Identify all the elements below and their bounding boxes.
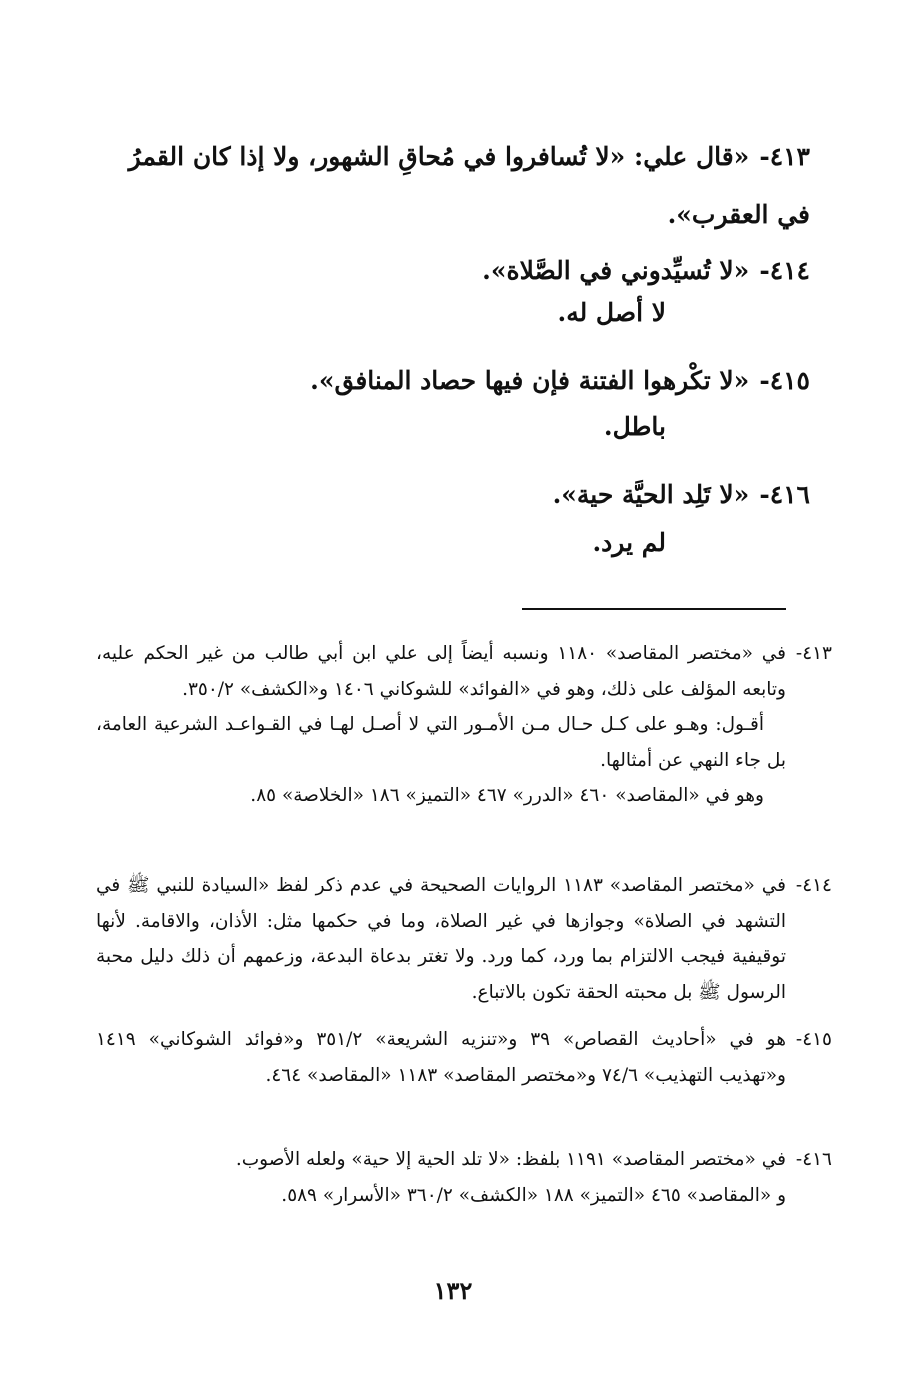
entry-number: ٤١٦-	[759, 480, 810, 509]
entry-415	[96, 352, 810, 410]
footnote-413	[96, 636, 832, 814]
entry-416	[96, 466, 810, 524]
page-number: ١٣٢	[433, 1276, 473, 1305]
entry-note: لم يرد.	[592, 528, 666, 557]
footnote-separator	[522, 608, 786, 610]
footnote-number: ٤١٦-	[795, 1149, 832, 1170]
entry-text: «لا تكْرهوا الفتنة فإن فيها حصاد المنافق».	[310, 366, 750, 395]
footnote-416	[96, 1142, 832, 1213]
footnote-paragraph: وهو في «المقاصد» ٤٦٠ «الدرر» ٤٦٧ «التميز» ١٨٦ «الخلاصة» ٨٥.	[250, 785, 764, 806]
footnote-415	[96, 1022, 832, 1093]
footnote-paragraph: أقـول: وهـو على كـل حـال مـن الأمـور التي لا أصـل لهـا في القـواعـد الشرعية العامة، بل جاء النهي عن أمثالها.	[96, 714, 786, 771]
footnote-414	[96, 868, 832, 1010]
entry-note: لا أصل له.	[557, 298, 666, 327]
entry-414	[96, 242, 810, 300]
footnote-number: ٤١٣-	[795, 643, 832, 664]
footnote-paragraph: و «المقاصد» ٤٦٥ «التميز» ١٨٨ «الكشف» ٣٦٠/٢ «الأسرار» ٥٨٩.	[281, 1184, 786, 1206]
footnote-paragraph: في «مختصر المقاصد» ١١٨٠ ونسبه أيضاً إلى علي ابن أبي طالب من غير الحكم عليه، وتابعه المؤلف على ذلك، وهو في «الفوائد» للشوكاني ١٤٠٦ و«الكشف» ٣٥٠/٢.	[96, 643, 786, 700]
entry-text: «لا تَلِد الحيَّة حية».	[552, 480, 750, 509]
entry-text: «لا تُسيِّدوني في الصَّلاة».	[482, 256, 750, 285]
entry-number: ٤١٤-	[759, 256, 810, 285]
entry-413	[96, 128, 810, 244]
entry-text: «قال علي: «لا تُسافروا في مُحاقِ الشهور، ولا إذا كان القمرُ في العقرب».	[128, 142, 810, 229]
entry-number: ٤١٣-	[759, 142, 810, 171]
entry-note: باطل.	[603, 412, 666, 441]
footnote-paragraph: هو في «أحاديث القصاص» ٣٩ و«تنزيه الشريعة» ٣٥١/٢ و«فوائد الشوكاني» ١٤١٩ و«تهذيب التهذيب» ٧٤/٦ و«مختصر المقاصد» ١١٨٣ «المقاصد» ٤٦٤.	[96, 1029, 786, 1086]
footnote-number: ٤١٤-	[795, 875, 832, 896]
footnote-paragraph: في «مختصر المقاصد» ١١٨٣ الروايات الصحيحة في عدم ذكر لفظ «السيادة للنبي ﷺ في التشهد في الصلاة» وجوازها في غير الصلاة، وما في حكمها مثل: الأذان، والاقامة. لأنها توقيفية فيجب الالتزام بما ورد، كما ورد. ولا تغتر بدعاة البدعة، وزعمهم أن ذلك دليل محبة الرسول ﷺ بل محبته الحقة تكون بالاتباع.	[96, 875, 786, 1003]
entry-number: ٤١٥-	[759, 366, 810, 395]
footnote-paragraph: في «مختصر المقاصد» ١١٩١ بلفظ: «لا تلد الحية إلا حية» ولعله الأصوب.	[235, 1149, 786, 1170]
footnote-number: ٤١٥-	[795, 1029, 832, 1050]
